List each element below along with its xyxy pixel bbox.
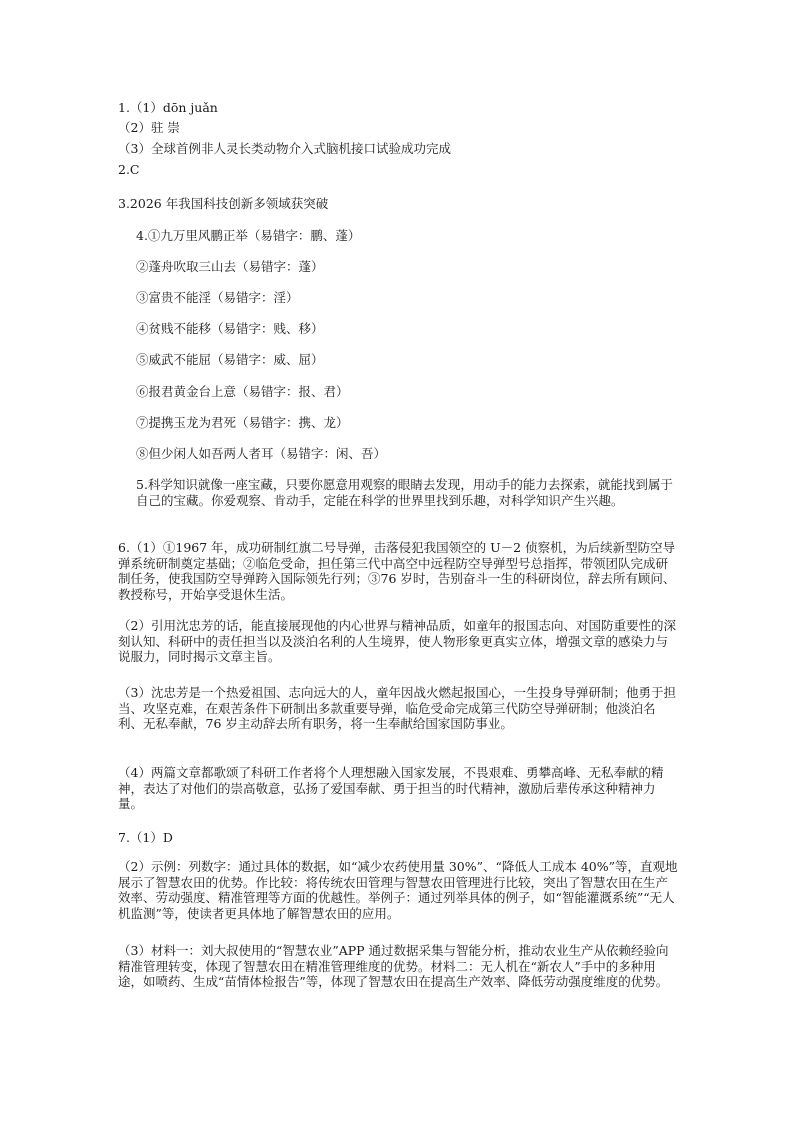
answer-3: 3.2026 年我国科技创新多领域获突破: [118, 196, 329, 211]
answer-4-7: ⑦提携玉龙为君死（易错字：携、龙）: [136, 415, 349, 430]
answer-6-1: 6.（1）①1967 年，成功研制红旗二号导弹，击落侵犯我国领空的 U－2 侦察机，为后续新型防空导弹系统研制奠定基础；②临危受命，担任第三代中高空中远程防空导弹型号总指挥，带领团队完成研制任务，使我国防空导弹跨入国际领先行列；③76 岁时，告别奋斗一生的科研岗位，辞去所有顾问、教授称号，开始享受退休生活。: [118, 540, 676, 602]
answer-1-3: （3）全球首例非人灵长类动物介入式脑机接口试验成功完成: [118, 141, 451, 156]
answer-1-2: （2）驻 崇: [118, 120, 180, 135]
answer-4-5: ⑤威武不能屈（易错字：威、屈）: [136, 352, 324, 367]
answer-6-4: （4）两篇文章都歌颂了科研工作者将个人理想融入国家发展，不畏艰难、勇攀高峰、无私奉献的精神，表达了对他们的崇高敬意，弘扬了爱国奉献、勇于担当的时代精神，激励后辈传承这种精神力量。: [118, 765, 664, 811]
answer-7-3: （3）材料一：刘大叔使用的“智慧农业”APP 通过数据采集与智能分析，推动农业生产从依赖经验向精准管理转变，体现了智慧农田在精准管理维度的优势。材料二：无人机在“新农人”手中的多种用途，如喷药、生成“苗情体检报告”等，体现了智慧农田在提高生产效率、降低劳动强度维度的优势。: [118, 943, 669, 989]
answer-5: 5.科学知识就像一座宝藏，只要你愿意用观察的眼睛去发现，用动手的能力去探索，就能找到属于自己的宝藏。你爱观察、肯动手，定能在科学的世界里找到乐趣，对科学知识产生兴趣。: [136, 477, 673, 508]
answer-7-1: 7.（1）D: [118, 830, 173, 845]
answer-2: 2.C: [118, 162, 140, 177]
answer-7-2: （2）示例：列数字：通过具体的数据，如“减少农药使用量 30%”、“降低人工成本 40%”等，直观地展示了智慧农田的优势。作比较：将传统农田管理与智慧农田管理进行比较，突出了智慧农田在生产效率、劳动强度、精准管理等方面的优越性。举例子：通过列举具体的例子，如“智能灌溉系统”“无人机监测”等，使读者更具体地了解智慧农田的应用。: [118, 859, 678, 921]
answer-1-1: 1.（1）dōn juǎn: [118, 100, 218, 115]
answer-6-2: （2）引用沈忠芳的话，能直接展现他的内心世界与精神品质，如童年的报国志向、对国防重要性的深刻认知、科研中的责任担当以及淡泊名利的人生境界，使人物形象更真实立体，增强文章的感染力与说服力，同时揭示文章主旨。: [118, 618, 676, 664]
answer-4-2: ②蓬舟吹取三山去（易错字：蓬）: [136, 259, 324, 274]
answer-4-6: ⑥报君黄金台上意（易错字：报、君）: [136, 384, 349, 399]
answer-4-4: ④贫贱不能移（易错字：贱、移）: [136, 321, 324, 336]
answer-4-3: ③富贵不能淫（易错字：淫）: [136, 290, 299, 305]
answer-6-3: （3）沈忠芳是一个热爱祖国、志向远大的人，童年因战火燃起报国心，一生投身导弹研制；他勇于担当、攻坚克难，在艰苦条件下研制出多款重要导弹，临危受命完成第三代防空导弹研制；他淡泊名利、无私奉献，76 岁主动辞去所有职务，将一生奉献给国家国防事业。: [118, 685, 676, 731]
answer-4-1: 4.①九万里风鹏正举（易错字：鹏、蓬）: [136, 228, 361, 243]
answer-4-8: ⑧但少闲人如吾两人者耳（易错字：闲、吾）: [136, 446, 387, 461]
